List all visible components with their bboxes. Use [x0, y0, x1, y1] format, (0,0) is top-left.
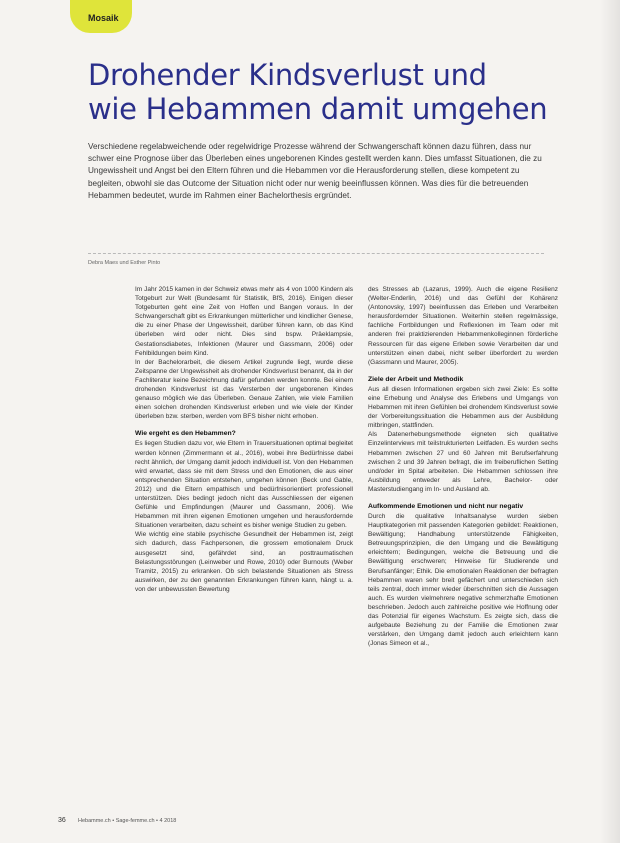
- right-column: [368, 285, 558, 648]
- right-paragraph-1: des Stresses ab (Lazarus, 1999). Auch die eigene Resilienz (Welter-Enderlin, 2016) und das Gefühl der Kohärenz (Antonovsky, 1997) beeinflussen das Erleben und Verarbeiten herausfordernder Situationen. Weiterhin stellen regelmässige, fachliche Fortbildungen und Reflexionen im Team oder mit anderen frei praktizierenden Hebammenkolleginnen förderliche Ressourcen für das eigene Erleben sowie Verarbeiten dar und unterstützen einen dabei, nicht selber überfordert zu werden (Gassmann und Maurer, 2005).: [368, 286, 558, 366]
- publication-footer: Hebamme.ch • Sage-femme.ch • 4 2018: [78, 818, 177, 824]
- byline: Debra Maes und Esther Pinto: [88, 260, 161, 266]
- section-tab-label: Mosaik: [88, 13, 119, 23]
- article-title: [88, 58, 558, 126]
- left-paragraph-4: Wie wichtig eine stabile psychische Gesundheit der Hebammen ist, zeigt sich dadurch, dass Fachpersonen, die grossem emotionalem Druck ausgesetzt sind, gefährdet sind, an posttraumatischen Belastungsstörungen (Leinweber und Rowe, 2010) oder Burnouts (Weber Tramitz, 2015) zu erkranken. Ob sich belastende Situationen als Stress auswirken, der zu den genannten Erkrankungen führen kann, hängt u. a. von der unbewussten Bewertung: [135, 531, 353, 593]
- title-line-1: Drohender Kindsverlust und: [88, 58, 487, 92]
- lead-paragraph: Verschiedene regelabweichende oder regelwidrige Prozesse während der Schwangerschaft können dazu führen, dass nur schwer eine Prognose über das Überleben eines ungeborenen Kindes gestellt werden kann. Dies umfasst Situationen, die zu Ungewissheit und Angst bei den Eltern führen und die Hebammen vor die Herausforderung stellen, diese kompetent zu begleiten, obwohl sie das Outcome der Situation nicht oder nur wenig beeinflussen können. Was dies für die betreuenden Hebammen bedeutet, wurde im Rahmen einer Bachelorthesis ergründet.: [88, 142, 542, 200]
- left-paragraph-1: Im Jahr 2015 kamen in der Schweiz etwas mehr als 4 von 1000 Kindern als Totgeburt zur Welt (Bundesamt für Statistik, BfS, 2016). Einigen dieser Totgeburten geht eine Zeit von Hoffen und Bangen voraus. In der Schwangerschaft gibt es Erkrankungen mütterlicher und kindlicher Genese, die zu einer Phase der Ungewissheit, darüber führen kann, ob das Kind überleben wird oder nicht. Dies sind bspw. Präeklampsie, Gestationsdiabetes, Infektionen (Maurer und Gassmann, 2006) oder Fehlbildungen beim Kind.: [135, 286, 353, 357]
- left-paragraph-2: In der Bachelorarbeit, die diesem Artikel zugrunde liegt, wurde diese Zeitspanne der Ungewissheit als drohender Kindsverlust benannt, da in der Fachliteratur keine Bezeichnung dafür gefunden werden konnte. Bei einem drohenden Kindsverlust ist das Versterben der ungeborenen Kindes genauso möglich wie das Überleben. Genaue Zahlen, wie viele Familien einen solchen drohenden Kindsverlust erleben und wie viele der Kinder überleben bzw. sterben, werden vom BFS bisher nicht erhoben.: [135, 358, 353, 421]
- page-number: 36: [58, 817, 66, 824]
- left-column: [135, 285, 353, 594]
- left-paragraph-3: Es liegen Studien dazu vor, wie Eltern in Trauersituationen optimal begleitet werden können (Zimmermann et al., 2016), wobei ihre Bedürfnisse dabei recht ähnlich, der Umgang damit jedoch individuell ist. Von den Hebammen wird erwartet, dass sie mit dem Stress und den Emotionen, die aus einer entsprechenden Situation entstehen, umgehen können (Beck und Gable, 2012) und die Eltern empathisch und bedürfnisorientiert professionell unterstützen. Dies bedingt jedoch nicht das Ausschliessen der eigenen Gefühle und Empfindungen (Maurer und Gassmann, 2006). Wie Hebammen mit ihren eigenen Emotionen umgehen und herausfordernde Situationen verarbeiten, dazu scheint es bisher wenige Studien zu geben.: [135, 440, 353, 530]
- page-edge-shadow: [600, 0, 620, 843]
- right-subheading-1: Ziele der Arbeit und Methodik: [368, 375, 464, 383]
- left-subheading-1: Wie ergeht es den Hebammen?: [135, 430, 236, 438]
- right-paragraph-2: Aus all diesen Informationen ergeben sich zwei Ziele: Es sollte eine Erhebung und Analyse des Erlebens und Umgangs von Hebammen mit ihren Gefühlen bei drohendem Kindsverlust sowie der Vorbereitungssituation die Hebammen aus der Ausbildung mitbringen, stattfinden.: [368, 385, 558, 430]
- right-subheading-2: Aufkommende Emotionen und nicht nur negativ: [368, 502, 524, 510]
- right-paragraph-4: Durch die qualitative Inhaltsanalyse wurden sieben Hauptkategorien mit passenden Kategorien gebildet: Reaktionen, Bewältigung; Handhabung unterstützende Fähigkeiten, Betreuungsprinzipien, die den Umgang und die Bewältigung erleichtern; Bedingungen, welche die Betreuung und die Bewältigung erschweren; Hinweise für Studierende und Berufsanfänger; Ethik. Die emotionalen Reaktionen der befragten Hebammen waren sehr breit gefächert und unterschieden sich teils zentral, doch immer wieder überschnitten sich die Aussagen auch. Es wurden vielmehrere negative schmerzhafte Emotionen beschrieben. Jedoch auch zahlreiche positive wie Hoffnung oder das Potenzial für eigenes Wachstum. Es zeigte sich, dass die aufgebaute Beziehung zu der Familie die Emotionen zwar verstärken, den Umgang damit jedoch auch erleichtern kann (Jonas Simeon et al.,: [368, 512, 558, 648]
- title-line-2: wie Hebammen damit umgehen: [88, 92, 548, 126]
- section-tab: [70, 0, 132, 33]
- right-paragraph-3: Als Datenerhebungsmethode eigneten sich qualitative Einzelinterviews mit teilstrukturierten Leitfaden. Es wurden sechs Hebammen zwischen 27 und 60 Jahren mit Berufserfahrung zwischen 2 und 39 Jahren befragt, die im freiberuflichen Setting und/oder im Spital arbeiteten. Die Hebammen schlossen ihre Ausbildung entweder als Lehre, Bachelor- oder Masterstudiengang im In- und Ausland ab.: [368, 431, 558, 493]
- lead-divider: [88, 253, 544, 254]
